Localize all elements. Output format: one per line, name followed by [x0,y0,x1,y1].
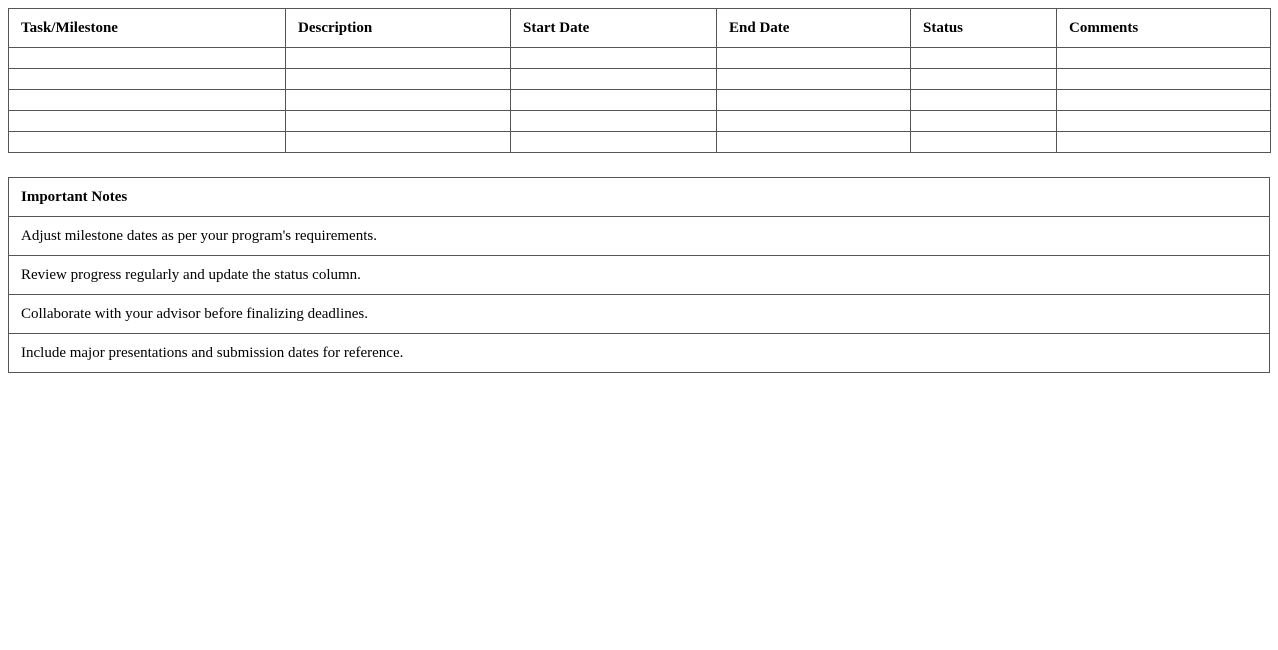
important-notes-table [8,177,1270,373]
milestone-table [8,8,1271,153]
column-header-comments: Comments [1057,9,1271,48]
table-header-row [9,9,1271,48]
table-cell[interactable] [286,69,511,90]
table-cell[interactable] [1057,69,1271,90]
table-cell[interactable] [9,48,286,69]
table-row [9,111,1271,132]
table-cell[interactable] [9,132,286,153]
column-header-description: Description [286,9,511,48]
table-cell[interactable] [511,90,717,111]
table-cell[interactable] [9,69,286,90]
column-header-start-date: Start Date [511,9,717,48]
document-body [8,8,1270,373]
column-header-task: Task/Milestone [9,9,286,48]
table-cell[interactable] [1057,132,1271,153]
notes-header-row [9,178,1270,217]
column-header-end-date: End Date [717,9,911,48]
table-cell[interactable] [1057,111,1271,132]
table-row [9,90,1271,111]
table-cell[interactable] [9,90,286,111]
table-cell[interactable] [911,132,1057,153]
note-text: Include major presentations and submission dates for reference. [9,334,1270,373]
note-text: Adjust milestone dates as per your program's requirements. [9,217,1270,256]
list-item [9,295,1270,334]
table-row [9,132,1271,153]
table-cell[interactable] [1057,90,1271,111]
table-cell[interactable] [9,111,286,132]
table-cell[interactable] [911,111,1057,132]
table-cell[interactable] [286,132,511,153]
list-item [9,334,1270,373]
table-cell[interactable] [286,111,511,132]
table-cell[interactable] [511,132,717,153]
table-cell[interactable] [1057,48,1271,69]
table-cell[interactable] [911,90,1057,111]
table-row [9,48,1271,69]
table-cell[interactable] [911,48,1057,69]
table-cell[interactable] [717,111,911,132]
table-cell[interactable] [717,48,911,69]
table-cell[interactable] [911,69,1057,90]
table-cell[interactable] [511,111,717,132]
list-item [9,217,1270,256]
list-item [9,256,1270,295]
table-cell[interactable] [286,90,511,111]
table-cell[interactable] [717,90,911,111]
note-text: Collaborate with your advisor before finalizing deadlines. [9,295,1270,334]
table-cell[interactable] [717,69,911,90]
table-cell[interactable] [286,48,511,69]
table-cell[interactable] [717,132,911,153]
notes-title: Important Notes [9,178,1270,217]
table-cell[interactable] [511,48,717,69]
column-header-status: Status [911,9,1057,48]
table-cell[interactable] [511,69,717,90]
table-row [9,69,1271,90]
note-text: Review progress regularly and update the status column. [9,256,1270,295]
